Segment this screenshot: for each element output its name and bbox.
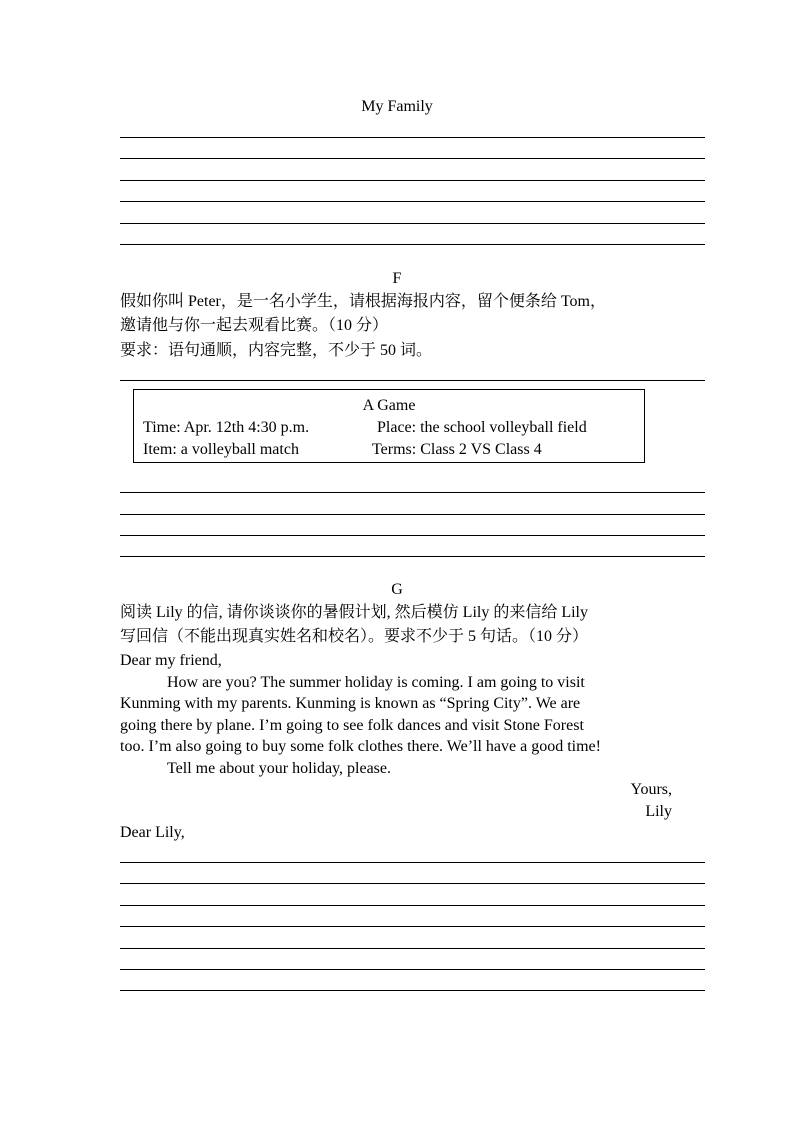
letter-salutation: Dear my friend, (120, 652, 222, 669)
letter-body-line: Tell me about your holiday, please. (167, 760, 391, 777)
writing-line[interactable] (120, 137, 705, 138)
letter-body-line: Kunming with my parents. Kunming is known as “Spring City”. We are (120, 695, 581, 712)
writing-line[interactable] (120, 969, 705, 970)
letter-body-line: How are you? The summer holiday is coming. I am going to visit (167, 674, 585, 691)
writing-line[interactable] (120, 158, 705, 159)
section-f-instruction-line: 假如你叫 Peter，是一名小学生，请根据海报内容，留个便条给 Tom， (120, 293, 606, 310)
writing-line[interactable] (120, 180, 705, 181)
writing-line[interactable] (120, 514, 705, 515)
section-f-requirement: 要求：语句通顺，内容完整，不少于 50 词。 (120, 342, 433, 359)
reply-salutation: Dear Lily, (120, 824, 185, 841)
writing-line[interactable] (120, 883, 705, 884)
letter-closing: Yours, (630, 781, 672, 798)
writing-line[interactable] (120, 244, 705, 245)
section-g-heading: G (391, 581, 403, 598)
writing-line[interactable] (120, 492, 705, 493)
section-g-instruction-line: 写回信（不能出现真实姓名和校名）。要求不少于 5 句话。（10 分） (120, 628, 589, 645)
page-title: My Family (361, 98, 433, 115)
writing-line[interactable] (120, 201, 705, 202)
letter-body-line: too. I’m also going to buy some folk clothes there. We’ll have a good time! (120, 738, 601, 755)
writing-line[interactable] (120, 926, 705, 927)
writing-line[interactable] (120, 948, 705, 949)
section-f-instruction-line: 邀请他与你一起去观看比赛。（10 分） (120, 317, 389, 334)
writing-line[interactable] (120, 380, 705, 381)
poster-terms: Terms: Class 2 VS Class 4 (372, 441, 542, 458)
poster-title: A Game (362, 397, 416, 414)
poster-item: Item: a volleyball match (143, 441, 299, 458)
letter-body-line: going there by plane. I’m going to see folk dances and visit Stone Forest (120, 717, 584, 734)
poster-box (133, 389, 645, 463)
writing-line[interactable] (120, 862, 705, 863)
letter-signature: Lily (645, 803, 672, 820)
writing-line[interactable] (120, 535, 705, 536)
poster-place: Place: the school volleyball field (377, 419, 587, 436)
writing-line[interactable] (120, 556, 705, 557)
section-g-instruction-line: 阅读 Lily 的信, 请你谈谈你的暑假计划, 然后模仿 Lily 的来信给 Lily (120, 604, 588, 621)
section-f-heading: F (392, 270, 402, 287)
writing-line[interactable] (120, 223, 705, 224)
writing-line[interactable] (120, 905, 705, 906)
writing-line[interactable] (120, 990, 705, 991)
poster-time: Time: Apr. 12th 4:30 p.m. (143, 419, 310, 436)
